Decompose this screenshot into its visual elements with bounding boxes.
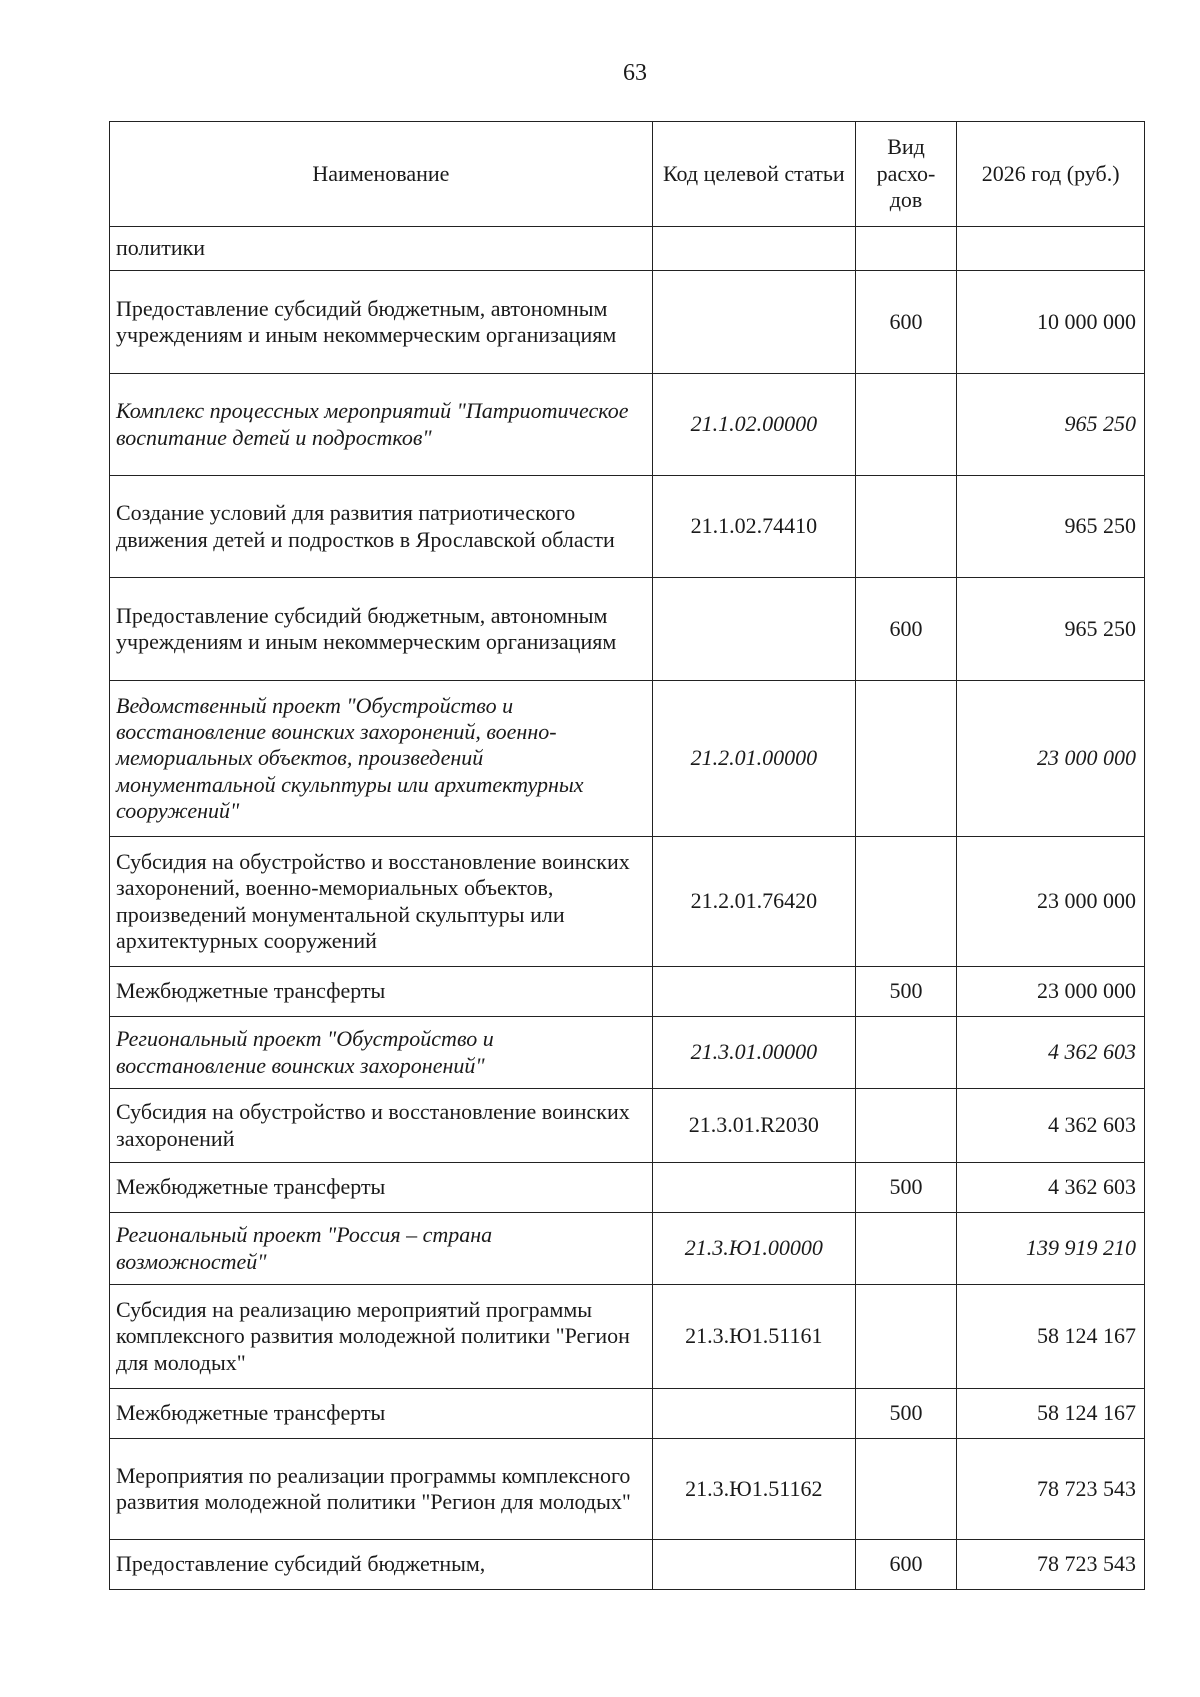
table-row (110, 1163, 1145, 1213)
table-row (110, 374, 1145, 476)
row-amount-cell: 23 000 000 (957, 837, 1145, 967)
row-code-cell: 21.3.Ю1.51161 (652, 1285, 855, 1389)
row-amount-cell: 965 250 (957, 374, 1145, 476)
row-kind-cell (855, 1089, 956, 1163)
table-body (110, 227, 1145, 1590)
row-amount-cell: 23 000 000 (957, 967, 1145, 1017)
row-code-cell (652, 1163, 855, 1213)
row-code-cell: 21.1.02.74410 (652, 476, 855, 578)
row-kind-cell: 500 (855, 1389, 956, 1439)
table-row (110, 1089, 1145, 1163)
row-kind-cell (855, 1439, 956, 1540)
row-code-cell (652, 1389, 855, 1439)
row-code-cell (652, 578, 855, 681)
row-code-cell: 21.3.Ю1.00000 (652, 1213, 855, 1285)
row-kind-cell (855, 1213, 956, 1285)
row-amount-cell: 58 124 167 (957, 1389, 1145, 1439)
table-row (110, 578, 1145, 681)
page-number: 63 (623, 60, 647, 86)
row-kind-cell (855, 374, 956, 476)
row-kind-cell: 500 (855, 1163, 956, 1213)
row-code-cell (652, 271, 855, 374)
table-row (110, 681, 1145, 837)
row-kind-cell (855, 1017, 956, 1089)
row-amount-cell: 965 250 (957, 476, 1145, 578)
row-kind-cell (855, 837, 956, 967)
row-name-cell: Комплекс процессных мероприятий "Патриотическое воспитание детей и подростков" (110, 374, 653, 476)
row-code-cell: 21.3.Ю1.51162 (652, 1439, 855, 1540)
table-row (110, 1389, 1145, 1439)
row-name-cell: Субсидия на реализацию мероприятий программы комплексного развития молодежной политики "Регион для молодых" (110, 1285, 653, 1389)
row-amount-cell: 23 000 000 (957, 681, 1145, 837)
row-code-cell (652, 967, 855, 1017)
row-name-cell: Региональный проект "Россия – страна возможностей" (110, 1213, 653, 1285)
row-name-cell: Мероприятия по реализации программы комплексного развития молодежной политики "Регион для молодых" (110, 1439, 653, 1540)
row-amount-cell: 78 723 543 (957, 1540, 1145, 1590)
row-code-cell: 21.1.02.00000 (652, 374, 855, 476)
row-amount-cell: 10 000 000 (957, 271, 1145, 374)
row-name-cell: Межбюджетные трансферты (110, 1163, 653, 1213)
row-kind-cell: 600 (855, 271, 956, 374)
row-code-cell: 21.3.01.R2030 (652, 1089, 855, 1163)
table-header-row (110, 122, 1145, 227)
row-name-cell: Создание условий для развития патриотического движения детей и подростков в Ярославской области (110, 476, 653, 578)
row-amount-cell: 4 362 603 (957, 1163, 1145, 1213)
table-row (110, 227, 1145, 271)
row-name-cell: Межбюджетные трансферты (110, 1389, 653, 1439)
row-name-cell: Межбюджетные трансферты (110, 967, 653, 1017)
row-amount-cell: 58 124 167 (957, 1285, 1145, 1389)
table-row (110, 1439, 1145, 1540)
row-amount-cell: 78 723 543 (957, 1439, 1145, 1540)
row-name-cell: политики (110, 227, 653, 271)
row-kind-cell (855, 1285, 956, 1389)
budget-table (109, 121, 1145, 1590)
row-name-cell: Субсидия на обустройство и восстановление воинских захоронений, военно-мемориальных объектов, произведений монументальной скульптуры или архитектурных сооружений (110, 837, 653, 967)
row-name-cell: Предоставление субсидий бюджетным, (110, 1540, 653, 1590)
table-row (110, 271, 1145, 374)
row-kind-cell: 500 (855, 967, 956, 1017)
row-amount-cell: 4 362 603 (957, 1089, 1145, 1163)
row-code-cell: 21.2.01.00000 (652, 681, 855, 837)
table-row (110, 1213, 1145, 1285)
row-name-cell: Предоставление субсидий бюджетным, автономным учреждениям и иным некоммерческим организациям (110, 578, 653, 681)
row-amount-cell: 139 919 210 (957, 1213, 1145, 1285)
table-row (110, 476, 1145, 578)
row-amount-cell: 4 362 603 (957, 1017, 1145, 1089)
header-kind: Вид расхо-дов (855, 122, 956, 227)
row-name-cell: Предоставление субсидий бюджетным, автономным учреждениям и иным некоммерческим организациям (110, 271, 653, 374)
row-code-cell (652, 227, 855, 271)
table-row (110, 967, 1145, 1017)
row-code-cell: 21.2.01.76420 (652, 837, 855, 967)
row-name-cell: Ведомственный проект "Обустройство и восстановление воинских захоронений, военно-мемориальных объектов, произведений монументальной скульптуры или архитектурных сооружений" (110, 681, 653, 837)
row-amount-cell (957, 227, 1145, 271)
row-amount-cell: 965 250 (957, 578, 1145, 681)
header-code: Код целевой статьи (652, 122, 855, 227)
table-row (110, 1540, 1145, 1590)
row-name-cell: Региональный проект "Обустройство и восстановление воинских захоронений" (110, 1017, 653, 1089)
row-kind-cell: 600 (855, 578, 956, 681)
header-amount: 2026 год (руб.) (957, 122, 1145, 227)
row-kind-cell (855, 681, 956, 837)
table-row (110, 1285, 1145, 1389)
header-name: Наименование (110, 122, 653, 227)
row-code-cell (652, 1540, 855, 1590)
row-kind-cell (855, 476, 956, 578)
table-row (110, 1017, 1145, 1089)
row-name-cell: Субсидия на обустройство и восстановление воинских захоронений (110, 1089, 653, 1163)
row-code-cell: 21.3.01.00000 (652, 1017, 855, 1089)
table-row (110, 837, 1145, 967)
row-kind-cell: 600 (855, 1540, 956, 1590)
row-kind-cell (855, 227, 956, 271)
